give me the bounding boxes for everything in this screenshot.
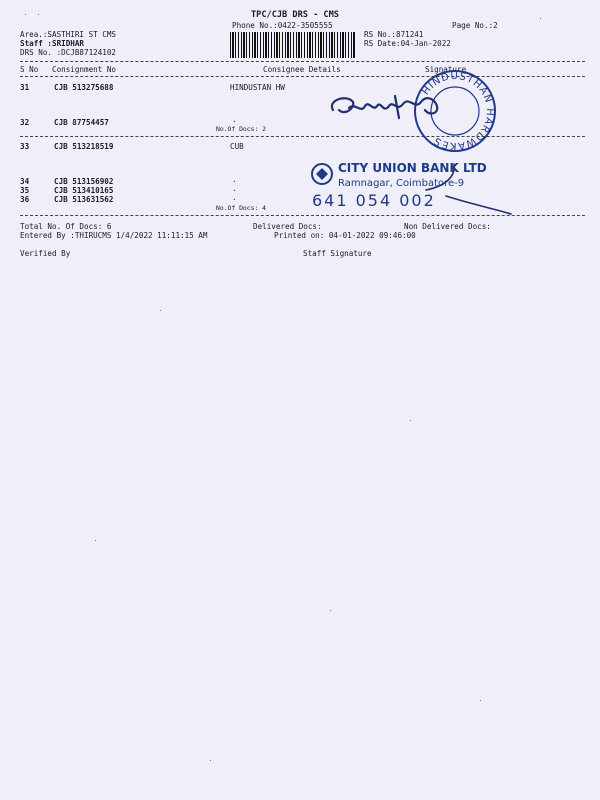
divider [20, 136, 585, 137]
drs-number: DRS No. :DCJB87124102 [20, 48, 117, 57]
consignee-name: HINDUSTAN HW [230, 83, 285, 92]
entered-by: Entered By :THIRUCMS 1/4/2022 11:11:15 AM [20, 231, 208, 240]
non-delivered-docs: Non Delivered Docs: [404, 222, 491, 231]
rs-number: RS No.:871241 [364, 30, 424, 39]
divider [20, 61, 585, 62]
bank-code: 641 054 002 [312, 191, 436, 210]
col-signature: Signature [425, 65, 467, 74]
row-sno: 32 [20, 118, 30, 127]
row-consignment: CJB 87754457 [54, 118, 109, 127]
col-sno: S No [20, 65, 39, 74]
speck [95, 540, 96, 541]
page-number: Page No.:2 [452, 21, 498, 30]
stamp-text: HINDUSTHAN HARDWAKES [420, 70, 496, 152]
row-consignment: CJB 513218519 [54, 142, 114, 151]
speck [38, 14, 39, 15]
dot: . [232, 193, 237, 202]
dot: . [232, 115, 237, 124]
document-title: TPC/CJB DRS - CMS [251, 10, 339, 20]
bank-name: CITY UNION BANK LTD [338, 161, 487, 175]
phone-number: Phone No.:0422-3505555 [232, 21, 333, 30]
docs-count: No.Of Docs: 4 [216, 204, 267, 212]
row-consignment: CJB 513275688 [54, 83, 114, 92]
speck [160, 310, 161, 311]
consignee-name: CUB [230, 142, 244, 151]
docs-count: No.Of Docs: 2 [216, 125, 267, 133]
total-docs: Total No. Of Docs: 6 [20, 222, 112, 231]
bank-branch: Ramnagar, Coimbatore-9 [338, 178, 465, 189]
bank-stamp [306, 156, 516, 216]
speck [330, 610, 331, 611]
speck [25, 14, 26, 15]
speck [480, 700, 481, 701]
speck [540, 18, 541, 19]
barcode [230, 32, 355, 58]
dot: . [232, 175, 237, 184]
col-consignee: Consignee Details [263, 65, 341, 74]
col-consignment: Consignment No [52, 65, 117, 74]
row-consignment: CJB 513410165 [54, 186, 114, 195]
delivered-docs: Delivered Docs: [253, 222, 322, 231]
printed-on: Printed on: 04-01-2022 09:46:00 [274, 231, 416, 240]
row-consignment: CJB 513631562 [54, 195, 114, 204]
row-sno: 33 [20, 142, 30, 151]
speck [210, 760, 211, 761]
area-label: Area.:SASTHIRI ST CMS [20, 30, 117, 39]
divider [20, 76, 585, 77]
row-sno: 36 [20, 195, 30, 204]
signature-scribble [325, 88, 455, 128]
staff-label: Staff :SRIDHAR [20, 39, 85, 48]
verified-by: Verified By [20, 249, 71, 258]
row-consignment: CJB 513156902 [54, 177, 114, 186]
dot: . [232, 184, 237, 193]
row-sno: 34 [20, 177, 30, 186]
row-sno: 35 [20, 186, 30, 195]
staff-signature: Staff Signature [303, 249, 372, 258]
speck [410, 420, 411, 421]
row-sno: 31 [20, 83, 30, 92]
rs-date: RS Date:04-Jan-2022 [364, 39, 451, 48]
